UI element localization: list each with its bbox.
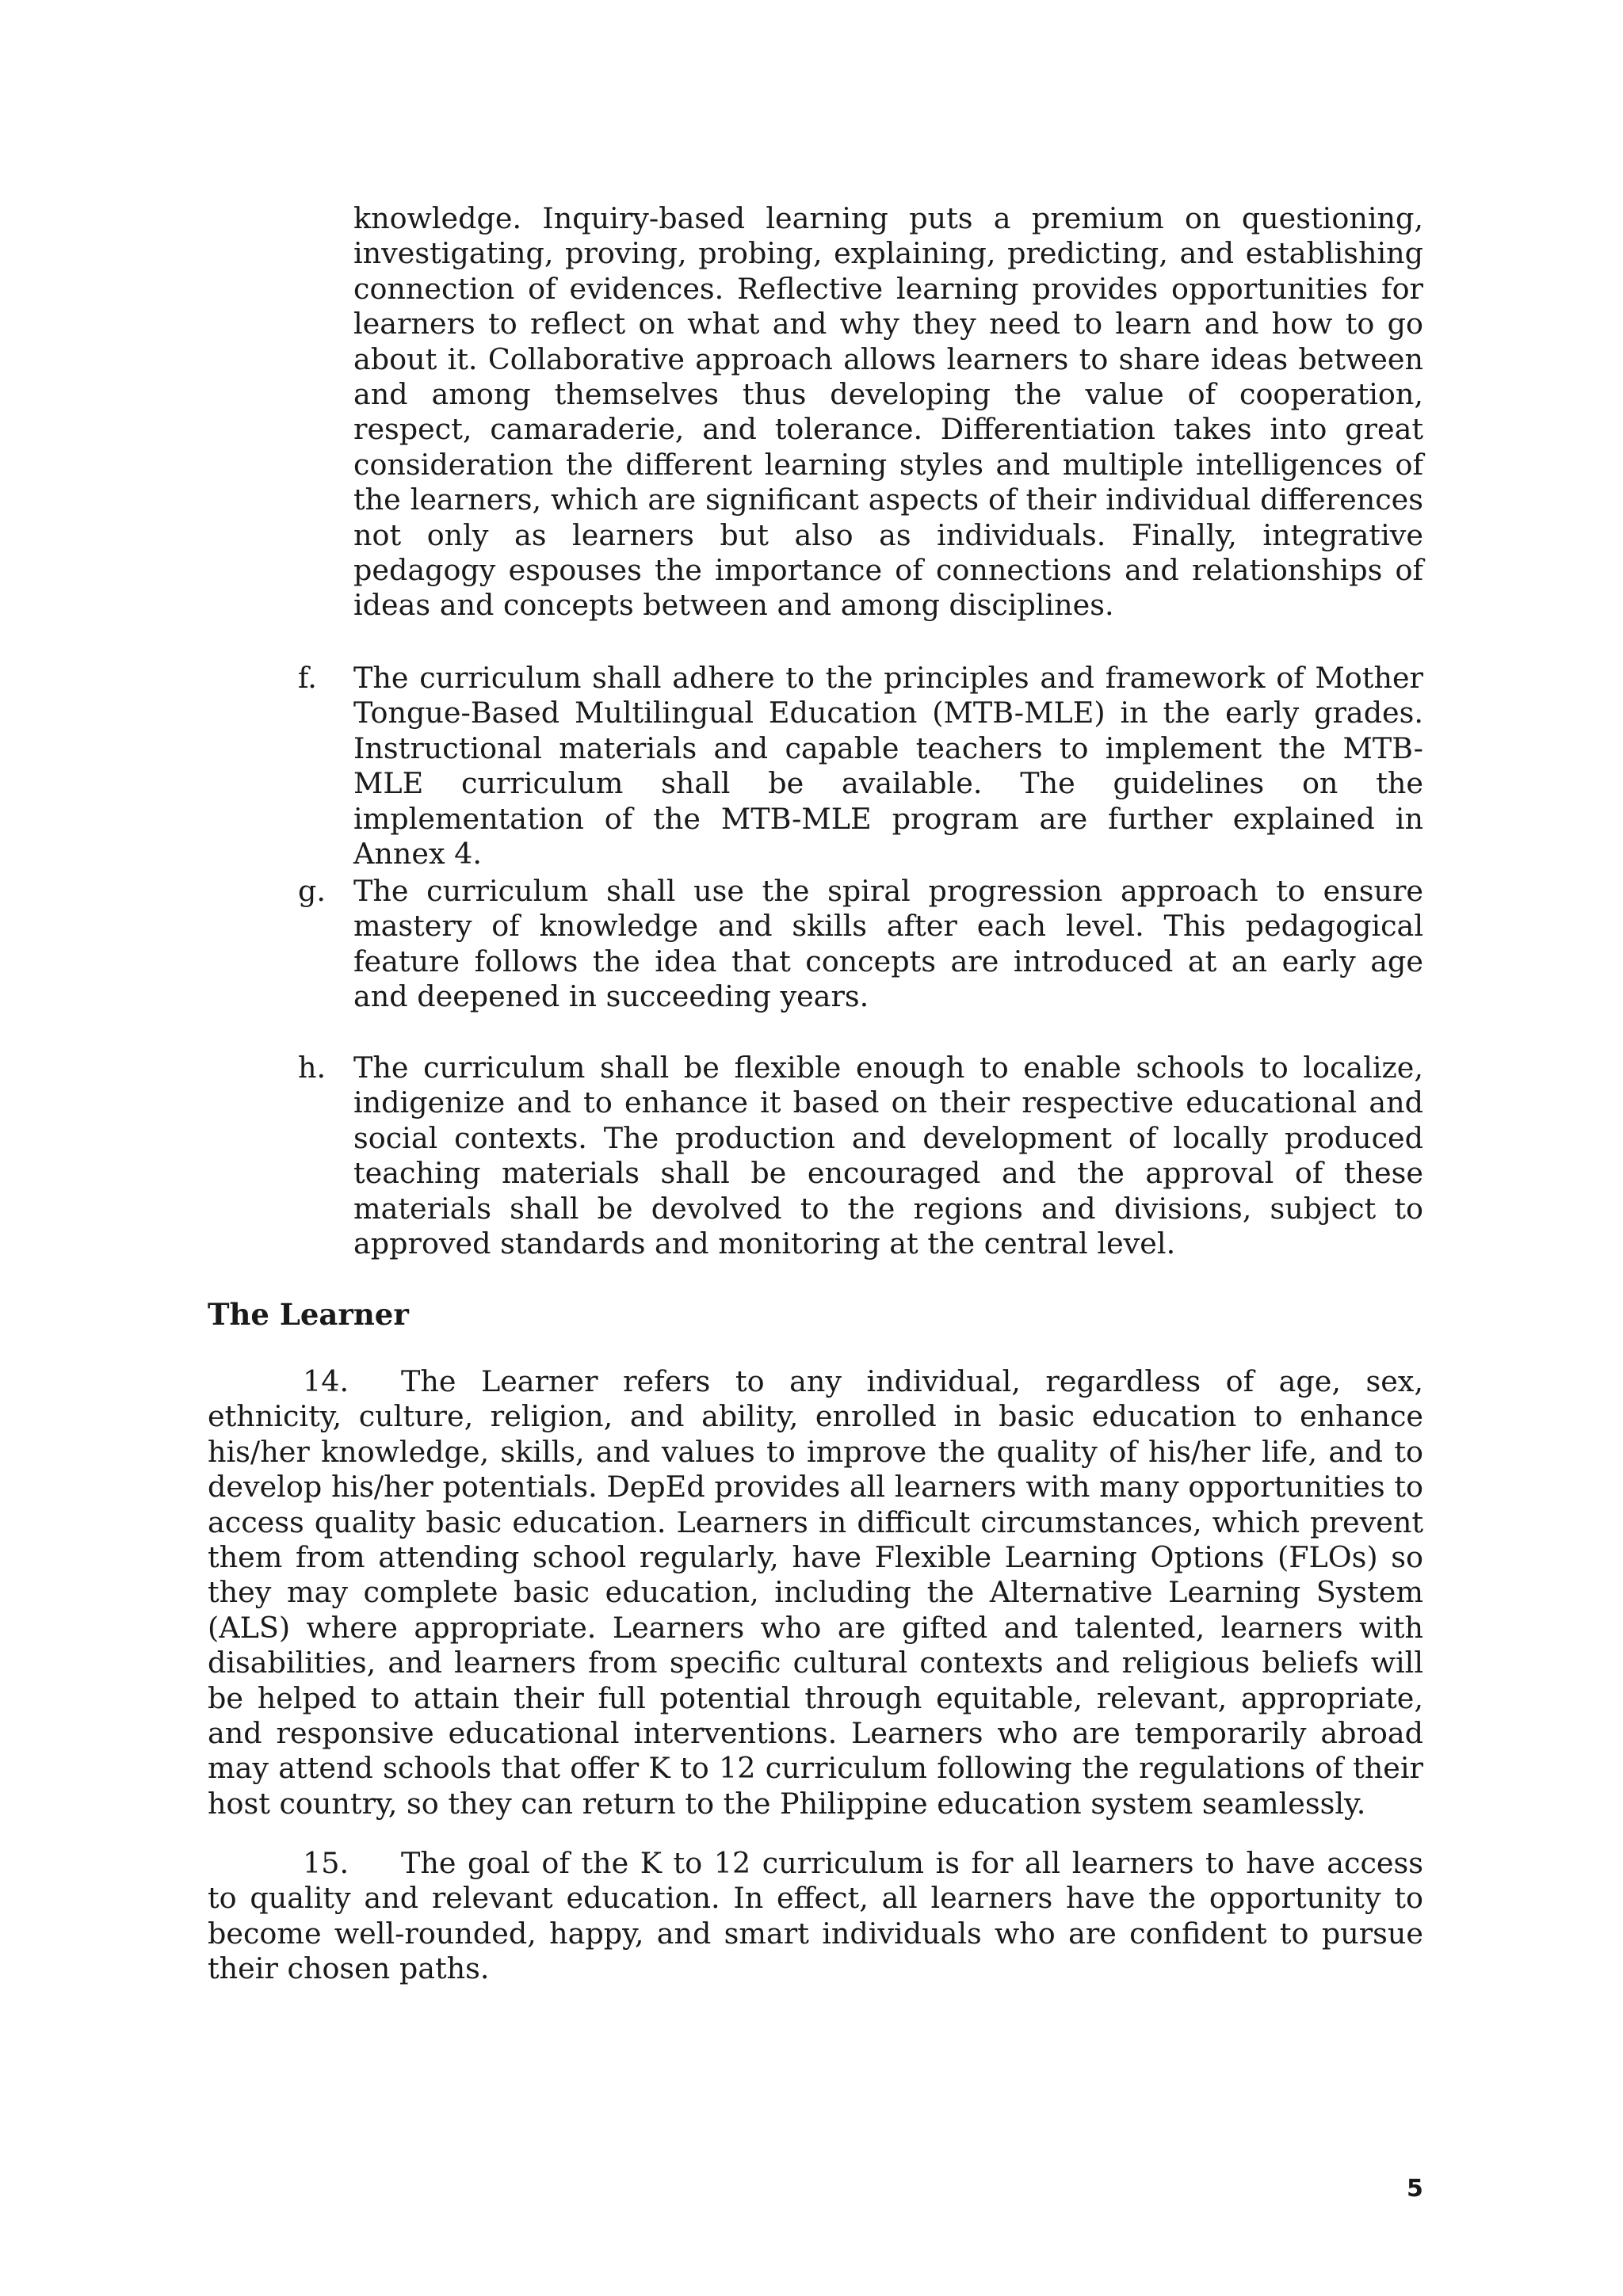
list-marker: g. bbox=[298, 874, 326, 908]
continuation-paragraph: knowledge. Inquiry-based learning puts a premium on questioning, investigating, proving, probing, explaining, predicting, and establishing connection of evidences. Reflective learning provides opportunities for learners to reflect on what and why they need to learn and how to go about it. Collaborative approach allows learners to share ideas between and among themselves thus developing the value of cooperation, respect, camaraderie, and tolerance. Differentiation takes into great consideration the different learning styles and multiple intelligences of the learners, which are significant aspects of their individual differences not only as learners but also as individuals. Finally, integrative pedagogy espouses the importance of connections and relationships of ideas and concepts between and among disciplines. bbox=[353, 201, 1423, 623]
list-item-g bbox=[298, 874, 1423, 1015]
page-number: 5 bbox=[1407, 2175, 1423, 2203]
section-heading: The Learner bbox=[208, 1297, 409, 1332]
list-item-text: The curriculum shall be flexible enough to enable schools to localize, indigenize and to enhance it based on their respective educational and social contexts. The production and development of locally produced teaching materials shall be encouraged and the approval of these materials shall be devolved to the regions and divisions, subject to approved standards and monitoring at the central level. bbox=[353, 1051, 1423, 1261]
numbered-paragraph-14 bbox=[208, 1364, 1423, 1821]
paragraph-text: The Learner refers to any individual, regardless of age, sex, ethnicity, culture, religion, and ability, enrolled in basic education to enhance his/her knowledge, skills, and values to improve the quality of his/her life, and to develop his/her potentials. DepEd provides all learners with many opportunities to access quality basic education. Learners in difficult circumstances, which prevent them from attending school regularly, have Flexible Learning Options (FLOs) so they may complete basic education, including the Alternative Learning System (ALS) where appropriate. Learners who are gifted and talented, learners with disabilities, and learners from specific cultural contexts and religious beliefs will be helped to attain their full potential through equitable, relevant, appropriate, and responsive educational interventions. Learners who are temporarily abroad may attend schools that offer K to 12 curriculum following the regulations of their host country, so they can return to the Philippine education system seamlessly. bbox=[208, 1364, 1423, 1821]
paragraph-number: 14. bbox=[303, 1364, 349, 1398]
list-item-h bbox=[298, 1051, 1423, 1261]
numbered-paragraph-15 bbox=[208, 1846, 1423, 1987]
list-item-f bbox=[298, 661, 1423, 871]
list-item-text: The curriculum shall use the spiral progression approach to ensure mastery of knowledge and skills after each level. This pedagogical feature follows the idea that concepts are introduced at an early age and deepened in succeeding years. bbox=[353, 874, 1423, 1014]
list-marker: f. bbox=[298, 661, 317, 695]
paragraph-text: The goal of the K to 12 curriculum is for all learners to have access to quality and relevant education. In effect, all learners have the opportunity to become well-rounded, happy, and smart individuals who are confident to pursue their chosen paths. bbox=[208, 1846, 1423, 1986]
list-item-text: The curriculum shall adhere to the principles and framework of Mother Tongue-Based Multilingual Education (MTB-MLE) in the early grades. Instructional materials and capable teachers to implement the MTB-MLE curriculum shall be available. The guidelines on the implementation of the MTB-MLE program are further explained in Annex 4. bbox=[353, 661, 1423, 871]
paragraph-number: 15. bbox=[303, 1846, 349, 1880]
list-marker: h. bbox=[298, 1051, 327, 1085]
